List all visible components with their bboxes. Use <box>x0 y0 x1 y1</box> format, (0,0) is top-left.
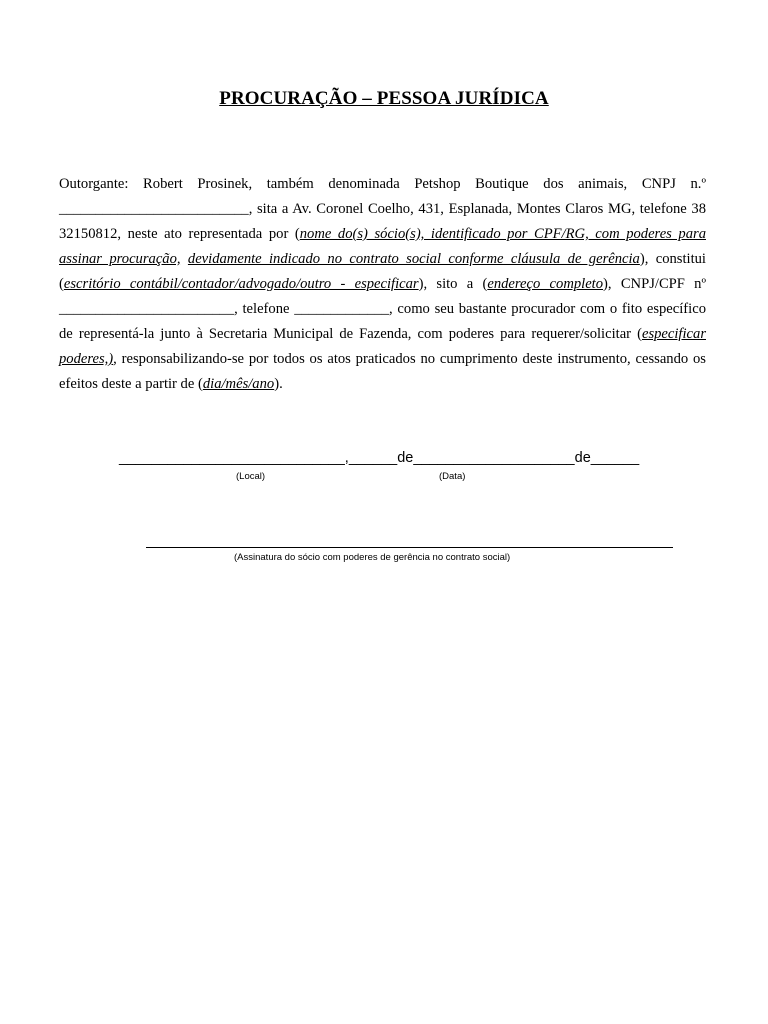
paragraph-text: ), CNPJ/CPF nº ________________________, telefone _____________, como seu bastante procurador com o fito específico de representá-la junto à Secretaria Municipal de Fazenda, com poderes para requerer/solicitar ( <box>59 276 706 342</box>
poderes-placeholder: especificar poderes,) <box>59 326 706 367</box>
signature-line <box>146 547 673 548</box>
paragraph-text: ), sito a ( <box>418 276 488 292</box>
endereco-placeholder: endereço completo <box>487 276 604 292</box>
paragraph-text: ). <box>274 376 283 392</box>
escritorio-placeholder: escritório contábil/contador/advogado/outro - especificar <box>63 276 419 292</box>
paragraph-text: , responsabilizando-se por todos os atos praticados no cumprimento deste instrumento, cessando os efeitos deste a partir de ( <box>59 351 706 392</box>
body-paragraph <box>59 172 706 397</box>
caption-date: (Data) <box>439 471 466 482</box>
socios-placeholder-continued: devidamente indicado no contrato social conforme cláusula de gerência <box>187 251 640 267</box>
paragraph-text: Outorgante: Robert Prosinek, também denominada Petshop Boutique dos animais, CNPJ n.º __________________________, sita a Av. Coronel Coelho, 431, Esplanada, Montes Claros MG, telefone 38 32150812, neste ato representada por ( <box>59 176 706 242</box>
paragraph-separator <box>181 251 188 267</box>
socios-placeholder: nome do(s) sócio(s), identificado por CPF/RG, com poderes para assinar procuração, <box>59 226 706 267</box>
caption-signature: (Assinatura do sócio com poderes de gerência no contrato social) <box>234 552 511 563</box>
place-date-line: ____________________________,______de____________________de______ <box>119 450 640 466</box>
caption-local: (Local) <box>236 471 266 482</box>
data-placeholder: dia/mês/ano <box>202 376 275 392</box>
paragraph-text: ), constitui ( <box>59 251 706 292</box>
document-title: PROCURAÇÃO – PESSOA JURÍDICA <box>219 88 549 109</box>
